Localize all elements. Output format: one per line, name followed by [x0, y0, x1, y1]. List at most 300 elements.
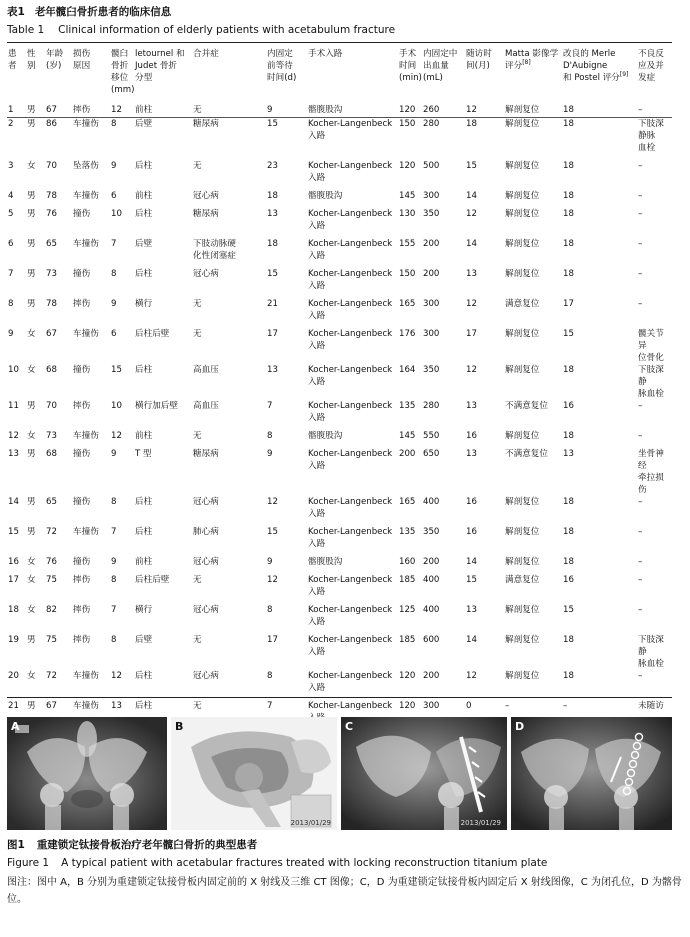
- cell-line: 解剖复位: [505, 161, 540, 171]
- table-cell: [504, 298, 562, 328]
- table-cell: [562, 400, 637, 430]
- cell-line: 18: [563, 635, 574, 645]
- cell-line: 车撞伤: [73, 431, 99, 441]
- cell-line: 300: [423, 701, 440, 711]
- cell-line: 内固定中: [423, 49, 458, 59]
- table-row: [7, 448, 672, 496]
- cell-line: 撞伤: [73, 365, 91, 375]
- table-cell: [45, 574, 72, 604]
- figure-caption-zh: [7, 838, 257, 853]
- table-cell: [266, 574, 307, 604]
- table-label-en: Table 1: [7, 24, 45, 36]
- table-row: [7, 208, 672, 238]
- table-cell: [307, 556, 398, 574]
- cell-line: 14: [466, 191, 477, 201]
- table-cell: [307, 160, 398, 190]
- table-cell: [307, 118, 398, 160]
- cell-line: 解剖复位: [505, 191, 540, 201]
- cell-line: 性: [27, 49, 36, 59]
- table-cell: [266, 364, 307, 400]
- table-cell: [192, 190, 266, 208]
- table-cell: [110, 208, 134, 238]
- table-cell: [72, 118, 110, 160]
- cell-line: –: [638, 191, 643, 201]
- cell-line: 200: [399, 449, 416, 459]
- cell-line: 18: [563, 239, 574, 249]
- table-cell: [192, 400, 266, 430]
- table-cell: [45, 364, 72, 400]
- cell-line: 3: [8, 161, 14, 171]
- table-cell: [192, 298, 266, 328]
- table-cell: [72, 100, 110, 118]
- cell-line: –: [638, 209, 643, 219]
- cell-line: 16: [563, 575, 574, 585]
- table-cell: [504, 604, 562, 634]
- table-cell: [398, 238, 422, 268]
- cell-line: 15: [466, 575, 477, 585]
- cell-line: 20: [8, 671, 19, 681]
- cell-line: 髋关节异: [638, 329, 664, 351]
- table-cell: [110, 268, 134, 298]
- table-cell: [562, 604, 637, 634]
- cell-line: 120: [399, 161, 416, 171]
- cell-line: 67: [46, 329, 57, 339]
- cell-line: 6: [8, 239, 14, 249]
- table-cell: [45, 430, 72, 448]
- table-cell: [504, 208, 562, 238]
- table-cell: [465, 100, 504, 118]
- table-cell: [266, 430, 307, 448]
- table-cell: [7, 298, 26, 328]
- cell-line: Kocher-Langenbeck: [308, 209, 393, 219]
- cell-line: 400: [423, 605, 440, 615]
- table-cell: [134, 268, 192, 298]
- table-row: [7, 430, 672, 448]
- table-cell: [465, 634, 504, 670]
- table-cell: [45, 634, 72, 670]
- table-cell: [504, 400, 562, 430]
- table-cell: [7, 328, 26, 364]
- table-cell: [465, 190, 504, 208]
- cell-line: –: [638, 239, 643, 249]
- cell-line: 高血压: [193, 365, 219, 375]
- cell-line: 位骨化: [638, 353, 664, 363]
- cell-line: 糖尿病: [193, 209, 219, 219]
- table-cell: [110, 364, 134, 400]
- table-cell: [398, 448, 422, 496]
- cell-line: 14: [8, 497, 19, 507]
- figure-panel-a: [7, 717, 167, 830]
- panel-label: A: [11, 720, 20, 733]
- table-cell: [26, 604, 45, 634]
- cell-line: 入路: [308, 281, 326, 291]
- table-cell: [110, 298, 134, 328]
- cell-line: 坐骨神经: [638, 449, 664, 471]
- cell-line: 不满意复位: [505, 449, 548, 459]
- table-cell: [7, 556, 26, 574]
- cell-line: –: [638, 431, 643, 441]
- table-cell: [45, 400, 72, 430]
- cell-line: 男: [27, 119, 36, 129]
- cell-line: 150: [399, 269, 416, 279]
- figure-panel-d: [511, 717, 672, 830]
- table-cell: [192, 496, 266, 526]
- table-cell: [562, 448, 637, 496]
- column-header: [422, 48, 465, 100]
- table-cell: [134, 604, 192, 634]
- cell-line: 无: [193, 105, 202, 115]
- cell-line: 8: [111, 635, 117, 645]
- cell-line: 18: [267, 239, 278, 249]
- cell-line: 静脉: [638, 131, 656, 141]
- cell-line: letournel 和: [135, 49, 185, 59]
- table-cell: [637, 496, 672, 526]
- table-cell: [637, 298, 672, 328]
- table-cell: [192, 328, 266, 364]
- cell-line: 67: [46, 701, 57, 711]
- column-header: [192, 48, 266, 100]
- column-header: [504, 48, 562, 100]
- cell-line: Kocher-Langenbeck: [308, 527, 393, 537]
- cell-line: 18: [563, 209, 574, 219]
- cell-line: 女: [27, 161, 36, 171]
- table-cell: [637, 634, 672, 670]
- cell-line: 前柱: [135, 105, 153, 115]
- cell-line: 入路: [308, 173, 326, 183]
- table-cell: [266, 634, 307, 670]
- table-row: [7, 670, 672, 700]
- table-cell: [266, 400, 307, 430]
- cell-line: –: [563, 701, 568, 711]
- cell-line: 200: [423, 239, 440, 249]
- cell-line: (mL): [423, 73, 443, 83]
- cell-line: T 型: [135, 449, 152, 459]
- cell-line: Kocher-Langenbeck: [308, 701, 393, 711]
- table-cell: [7, 400, 26, 430]
- cell-line: 横行: [135, 605, 153, 615]
- cell-line: 后柱: [135, 527, 153, 537]
- table-cell: [398, 496, 422, 526]
- table-cell: [7, 430, 26, 448]
- table-cell: [7, 238, 26, 268]
- cell-line: 16: [466, 497, 477, 507]
- cell-line: –: [638, 557, 643, 567]
- cell-line: 8: [8, 299, 14, 309]
- cell-line: –: [638, 269, 643, 279]
- cell-line: 9: [111, 299, 117, 309]
- cell-line: 18: [563, 671, 574, 681]
- cell-line: 入路: [308, 461, 326, 471]
- table-cell: [7, 448, 26, 496]
- cell-line: 9: [267, 449, 273, 459]
- cell-line: 后壁: [135, 119, 153, 129]
- table-cell: [637, 160, 672, 190]
- cell-line: 入路: [308, 221, 326, 231]
- table-cell: [192, 238, 266, 268]
- table-cell: [422, 526, 465, 556]
- cell-line: 86: [46, 119, 57, 129]
- cell-line: 12: [466, 105, 477, 115]
- table-cell: [134, 208, 192, 238]
- cell-line: (min): [399, 73, 422, 83]
- table-row: [7, 634, 672, 670]
- table-cell: [72, 268, 110, 298]
- table-cell: [422, 448, 465, 496]
- cell-line: 下肢深静: [638, 365, 664, 387]
- cell-line: 120: [399, 701, 416, 711]
- table-cell: [110, 190, 134, 208]
- table-cell: [266, 448, 307, 496]
- cell-line: 女: [27, 365, 36, 375]
- cell-line: –: [505, 701, 510, 711]
- cell-line: 合并症: [193, 49, 219, 59]
- column-header: [266, 48, 307, 100]
- cell-line: 糖尿病: [193, 119, 219, 129]
- column-header: [45, 48, 72, 100]
- table-cell: [562, 190, 637, 208]
- cell-line: 出血量: [423, 61, 449, 71]
- cell-line: Matta 影像学: [505, 49, 559, 59]
- table-cell: [45, 208, 72, 238]
- cell-line: 350: [423, 527, 440, 537]
- table-cell: [562, 118, 637, 160]
- table-cell: [398, 160, 422, 190]
- table-cell: [72, 556, 110, 574]
- cell-line: 女: [27, 431, 36, 441]
- cell-line: 76: [46, 209, 57, 219]
- cell-line: 280: [423, 401, 440, 411]
- table-cell: [465, 238, 504, 268]
- cell-line: 16: [563, 401, 574, 411]
- cell-line: 135: [399, 527, 416, 537]
- cell-line: 15: [8, 527, 19, 537]
- cell-line: 应及并: [638, 61, 664, 71]
- table-cell: [26, 190, 45, 208]
- table-cell: [266, 118, 307, 160]
- cell-line: 前等待: [267, 61, 293, 71]
- cell-line: 12: [466, 209, 477, 219]
- cell-line: 脉血栓: [638, 659, 664, 669]
- table-cell: [398, 190, 422, 208]
- cell-line: 髂腹股沟: [308, 105, 343, 115]
- cell-line: 185: [399, 575, 416, 585]
- table-cell: [45, 160, 72, 190]
- table-row: [7, 118, 672, 160]
- table-cell: [465, 556, 504, 574]
- cell-line: 高血压: [193, 401, 219, 411]
- table-cell: [504, 556, 562, 574]
- cell-line: 13: [466, 401, 477, 411]
- cell-line: 横行: [135, 299, 153, 309]
- cell-line: 10: [111, 401, 122, 411]
- cell-line: 男: [27, 239, 36, 249]
- table-cell: [26, 574, 45, 604]
- table-cell: [465, 496, 504, 526]
- cell-line: 无: [193, 161, 202, 171]
- cell-line: 入路: [308, 341, 326, 351]
- cell-line: 分型: [135, 73, 153, 83]
- cell-line: 400: [423, 497, 440, 507]
- table-cell: [110, 100, 134, 118]
- table-cell: [45, 556, 72, 574]
- figure-label-en: Figure 1: [7, 857, 50, 869]
- table-cell: [562, 526, 637, 556]
- cell-line: Kocher-Langenbeck: [308, 449, 393, 459]
- cell-line: 解剖复位: [505, 497, 540, 507]
- cell-line: Kocher-Langenbeck: [308, 239, 393, 249]
- table-cell: [134, 118, 192, 160]
- table-cell: [266, 190, 307, 208]
- table-cell: [72, 574, 110, 604]
- table-cell: [422, 496, 465, 526]
- cell-line: 8: [111, 269, 117, 279]
- table-cell: [26, 634, 45, 670]
- table-cell: [134, 448, 192, 496]
- table-cell: [307, 328, 398, 364]
- cell-line: 12: [111, 431, 122, 441]
- table-cell: [562, 298, 637, 328]
- table-cell: [504, 430, 562, 448]
- table-cell: [134, 574, 192, 604]
- table-cell: [307, 190, 398, 208]
- cell-line: 评分[8]: [505, 59, 531, 71]
- cell-line: 髋臼: [111, 49, 129, 59]
- table-cell: [45, 670, 72, 700]
- table-cell: [398, 100, 422, 118]
- table-cell: [637, 328, 672, 364]
- cell-line: –: [638, 575, 643, 585]
- cell-line: 17: [267, 635, 278, 645]
- table-cell: [72, 526, 110, 556]
- cell-line: 牵拉损伤: [638, 473, 664, 495]
- cell-line: 200: [423, 671, 440, 681]
- cell-line: 骨折: [111, 61, 129, 71]
- column-header: [465, 48, 504, 100]
- table-cell: [422, 430, 465, 448]
- cell-line: 72: [46, 671, 57, 681]
- table-cell: [266, 556, 307, 574]
- cell-line: 18: [563, 191, 574, 201]
- table-cell: [422, 574, 465, 604]
- cell-line: 后柱: [135, 497, 153, 507]
- cell-line: 8: [111, 119, 117, 129]
- column-header: [637, 48, 672, 100]
- table-row: [7, 328, 672, 364]
- table-cell: [422, 160, 465, 190]
- table-cell: [266, 604, 307, 634]
- cell-line: 78: [46, 191, 57, 201]
- table-cell: [398, 268, 422, 298]
- cell-line: 13: [267, 365, 278, 375]
- cell-line: 车撞伤: [73, 119, 99, 129]
- table-cell: [7, 208, 26, 238]
- cell-line: 髂腹股沟: [308, 431, 343, 441]
- table-cell: [465, 160, 504, 190]
- cell-line: 摔伤: [73, 575, 91, 585]
- cell-line: 72: [46, 527, 57, 537]
- cell-line: 男: [27, 527, 36, 537]
- cell-line: 不满意复位: [505, 401, 548, 411]
- cell-line: 入路: [308, 539, 326, 549]
- table-cell: [72, 670, 110, 700]
- cell-line: 260: [423, 105, 440, 115]
- table-cell: [110, 448, 134, 496]
- cell-line: 男: [27, 269, 36, 279]
- table-cell: [637, 268, 672, 298]
- cell-line: 21: [8, 701, 19, 711]
- cell-line: 78: [46, 299, 57, 309]
- cell-line: 车撞伤: [73, 671, 99, 681]
- cell-line: Kocher-Langenbeck: [308, 635, 393, 645]
- cell-line: 冠心病: [193, 191, 219, 201]
- cell-line: 75: [46, 575, 57, 585]
- cell-line: 和 Postel 评分[9]: [563, 71, 629, 83]
- cell-line: Kocher-Langenbeck: [308, 401, 393, 411]
- cell-line: 19: [8, 635, 19, 645]
- cell-line: 8: [111, 497, 117, 507]
- table-cell: [192, 556, 266, 574]
- cell-line: 女: [27, 557, 36, 567]
- table-cell: [266, 328, 307, 364]
- cell-line: 16: [8, 557, 19, 567]
- table-cell: [398, 208, 422, 238]
- cell-line: 横行加后壁: [135, 401, 178, 411]
- cell-line: 未随访: [638, 701, 664, 711]
- cell-line: Kocher-Langenbeck: [308, 161, 393, 171]
- cell-line: 18: [563, 557, 574, 567]
- cell-line: 300: [423, 191, 440, 201]
- table-cell: [465, 670, 504, 700]
- table-cell: [465, 526, 504, 556]
- table-cell: [398, 298, 422, 328]
- table-cell: [192, 604, 266, 634]
- cell-line: 解剖复位: [505, 527, 540, 537]
- cell-line: 解剖复位: [505, 605, 540, 615]
- cell-line: 164: [399, 365, 416, 375]
- cell-line: 550: [423, 431, 440, 441]
- cell-line: 12: [8, 431, 19, 441]
- cell-line: 移位: [111, 73, 129, 83]
- cell-line: 后柱: [135, 701, 153, 711]
- table-row: [7, 400, 672, 430]
- table-cell: [134, 670, 192, 700]
- figure-caption-en: [7, 856, 547, 871]
- table-cell: [26, 208, 45, 238]
- cell-line: 10: [111, 209, 122, 219]
- cell-line: 5: [8, 209, 14, 219]
- table-cell: [45, 238, 72, 268]
- figure-label-zh: 图1: [7, 839, 25, 851]
- cell-line: 撞伤: [73, 497, 91, 507]
- pelvis-xray-preop-image: [7, 717, 167, 830]
- cell-line: 车撞伤: [73, 191, 99, 201]
- cell-line: 后柱后壁: [135, 329, 170, 339]
- table-cell: [504, 364, 562, 400]
- cell-line: 解剖复位: [505, 119, 540, 129]
- table-cell: [26, 364, 45, 400]
- cell-line: 12: [267, 497, 278, 507]
- cell-line: 后柱: [135, 671, 153, 681]
- table-cell: [192, 574, 266, 604]
- table-row: [7, 496, 672, 526]
- table-cell: [7, 100, 26, 118]
- table-cell: [110, 604, 134, 634]
- panel-label: C: [345, 720, 354, 733]
- cell-line: –: [638, 497, 643, 507]
- cell-line: 13: [267, 209, 278, 219]
- cell-line: 70: [46, 401, 57, 411]
- table-cell: [26, 238, 45, 268]
